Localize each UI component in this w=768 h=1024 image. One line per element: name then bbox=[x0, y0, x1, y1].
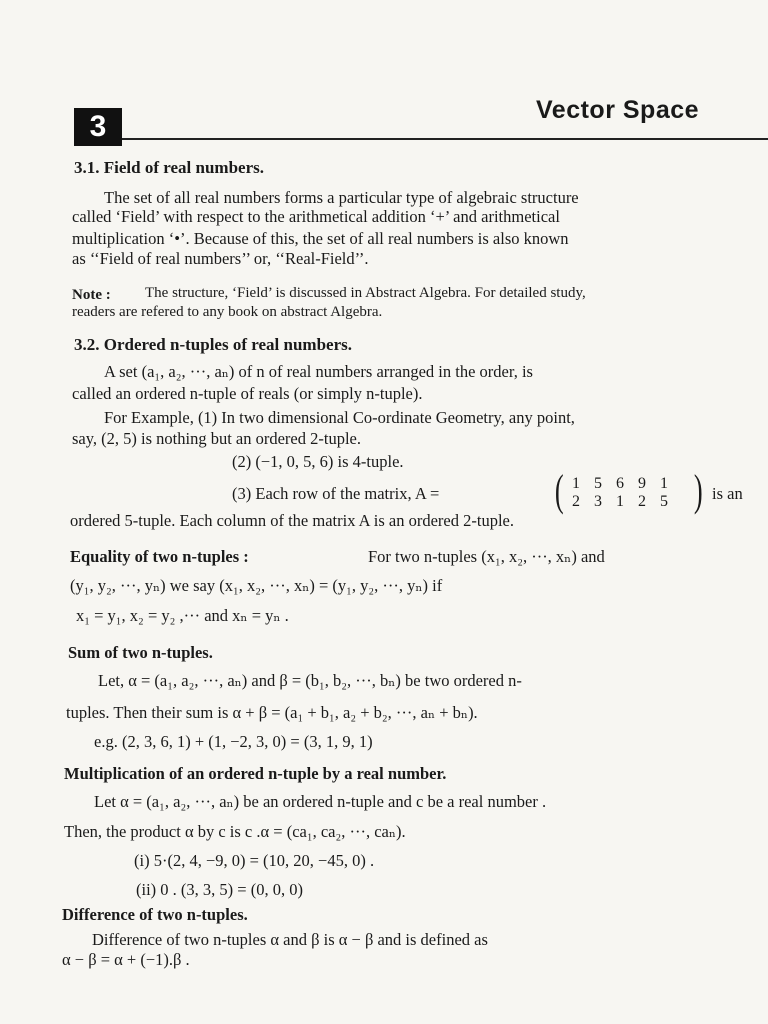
paragraph-line: For two n-tuples (x₁, x₂, ···, xₙ) and bbox=[368, 547, 605, 566]
note-label: Note : bbox=[72, 287, 111, 303]
header-rule bbox=[122, 138, 768, 140]
paragraph-line: (y₁, y₂, ···, yₙ) we say (x₁, x₂, ···, xₙ) = (y₁, y₂, ···, yₙ) if bbox=[70, 576, 443, 595]
paragraph-line: (ii) 0 . (3, 3, 5) = (0, 0, 0) bbox=[136, 880, 303, 899]
paragraph-line: Let α = (a₁, a₂, ···, aₙ) be an ordered n-tuple and c be a real number . bbox=[94, 792, 547, 811]
paragraph-line: Then, the product α by c is c .α = (ca₁, ca₂, ···, caₙ). bbox=[64, 822, 406, 841]
chapter-title: Vector Space bbox=[536, 96, 700, 124]
paragraph-line: Difference of two n-tuples α and β is α − β and is defined as bbox=[92, 930, 488, 949]
note-text: readers are refered to any book on abstract Algebra. bbox=[72, 304, 383, 320]
paragraph-line: e.g. (2, 3, 6, 1) + (1, −2, 3, 0) = (3, 1, 9, 1) bbox=[94, 732, 373, 751]
paragraph-line: x₁ = y₁, x₂ = y₂ ,··· and xₙ = yₙ . bbox=[76, 606, 289, 625]
paragraph-line: multiplication ‘•’. Because of this, the set of all real numbers is also known bbox=[72, 229, 569, 248]
right-paren: ) bbox=[694, 466, 704, 515]
paragraph-line: Let, α = (a₁, a₂, ···, aₙ) and β = (b₁, b₂, ···, bₙ) be two ordered n- bbox=[98, 671, 522, 690]
paragraph-line: say, (2, 5) is nothing but an ordered 2-tuple. bbox=[72, 429, 361, 448]
paragraph-line: α − β = α + (−1).β . bbox=[62, 950, 190, 969]
matrix-a bbox=[554, 466, 704, 515]
paragraph-line: called ‘Field’ with respect to the arithmetical addition ‘+’ and arithmetical bbox=[72, 207, 560, 226]
left-paren: ( bbox=[554, 466, 564, 515]
paragraph-line: is an bbox=[712, 484, 743, 503]
paragraph-line: ordered 5-tuple. Each column of the matrix A is an ordered 2-tuple. bbox=[70, 511, 514, 530]
subheading-multiplication: Multiplication of an ordered n-tuple by a real number. bbox=[64, 764, 447, 783]
section-heading-3-2: 3.2. Ordered n-tuples of real numbers. bbox=[74, 335, 352, 354]
section-heading-3-1: 3.1. Field of real numbers. bbox=[74, 158, 264, 177]
paragraph-line: (i) 5·(2, 4, −9, 0) = (10, 20, −45, 0) . bbox=[134, 851, 375, 870]
paragraph-line: called an ordered n-tuple of reals (or simply n-tuple). bbox=[72, 384, 423, 403]
paragraph-line: (3) Each row of the matrix, A = bbox=[232, 484, 440, 503]
subheading-difference: Difference of two n-tuples. bbox=[62, 905, 248, 924]
matrix-row-2: 2 3 1 2 5 bbox=[572, 493, 673, 510]
matrix-row-1: 1 5 6 9 1 bbox=[572, 475, 673, 492]
paragraph-line: A set (a₁, a₂, ···, aₙ) of n of real numbers arranged in the order, is bbox=[104, 362, 533, 381]
note-text: The structure, ‘Field’ is discussed in Abstract Algebra. For detailed study, bbox=[145, 285, 586, 301]
paragraph-line: as ‘‘Field of real numbers’’ or, ‘‘Real-Field’’. bbox=[72, 249, 369, 268]
paragraph-line: (2) (−1, 0, 5, 6) is 4-tuple. bbox=[232, 452, 404, 471]
subheading-sum: Sum of two n-tuples. bbox=[68, 643, 213, 662]
subheading-equality: Equality of two n-tuples : bbox=[70, 547, 249, 566]
chapter-number-badge: 3 bbox=[74, 108, 122, 146]
paragraph-line: The set of all real numbers forms a particular type of algebraic structure bbox=[104, 188, 579, 207]
paragraph-line: tuples. Then their sum is α + β = (a₁ + b₁, a₂ + b₂, ···, aₙ + bₙ). bbox=[66, 703, 478, 722]
paragraph-line: For Example, (1) In two dimensional Co-ordinate Geometry, any point, bbox=[104, 408, 575, 427]
